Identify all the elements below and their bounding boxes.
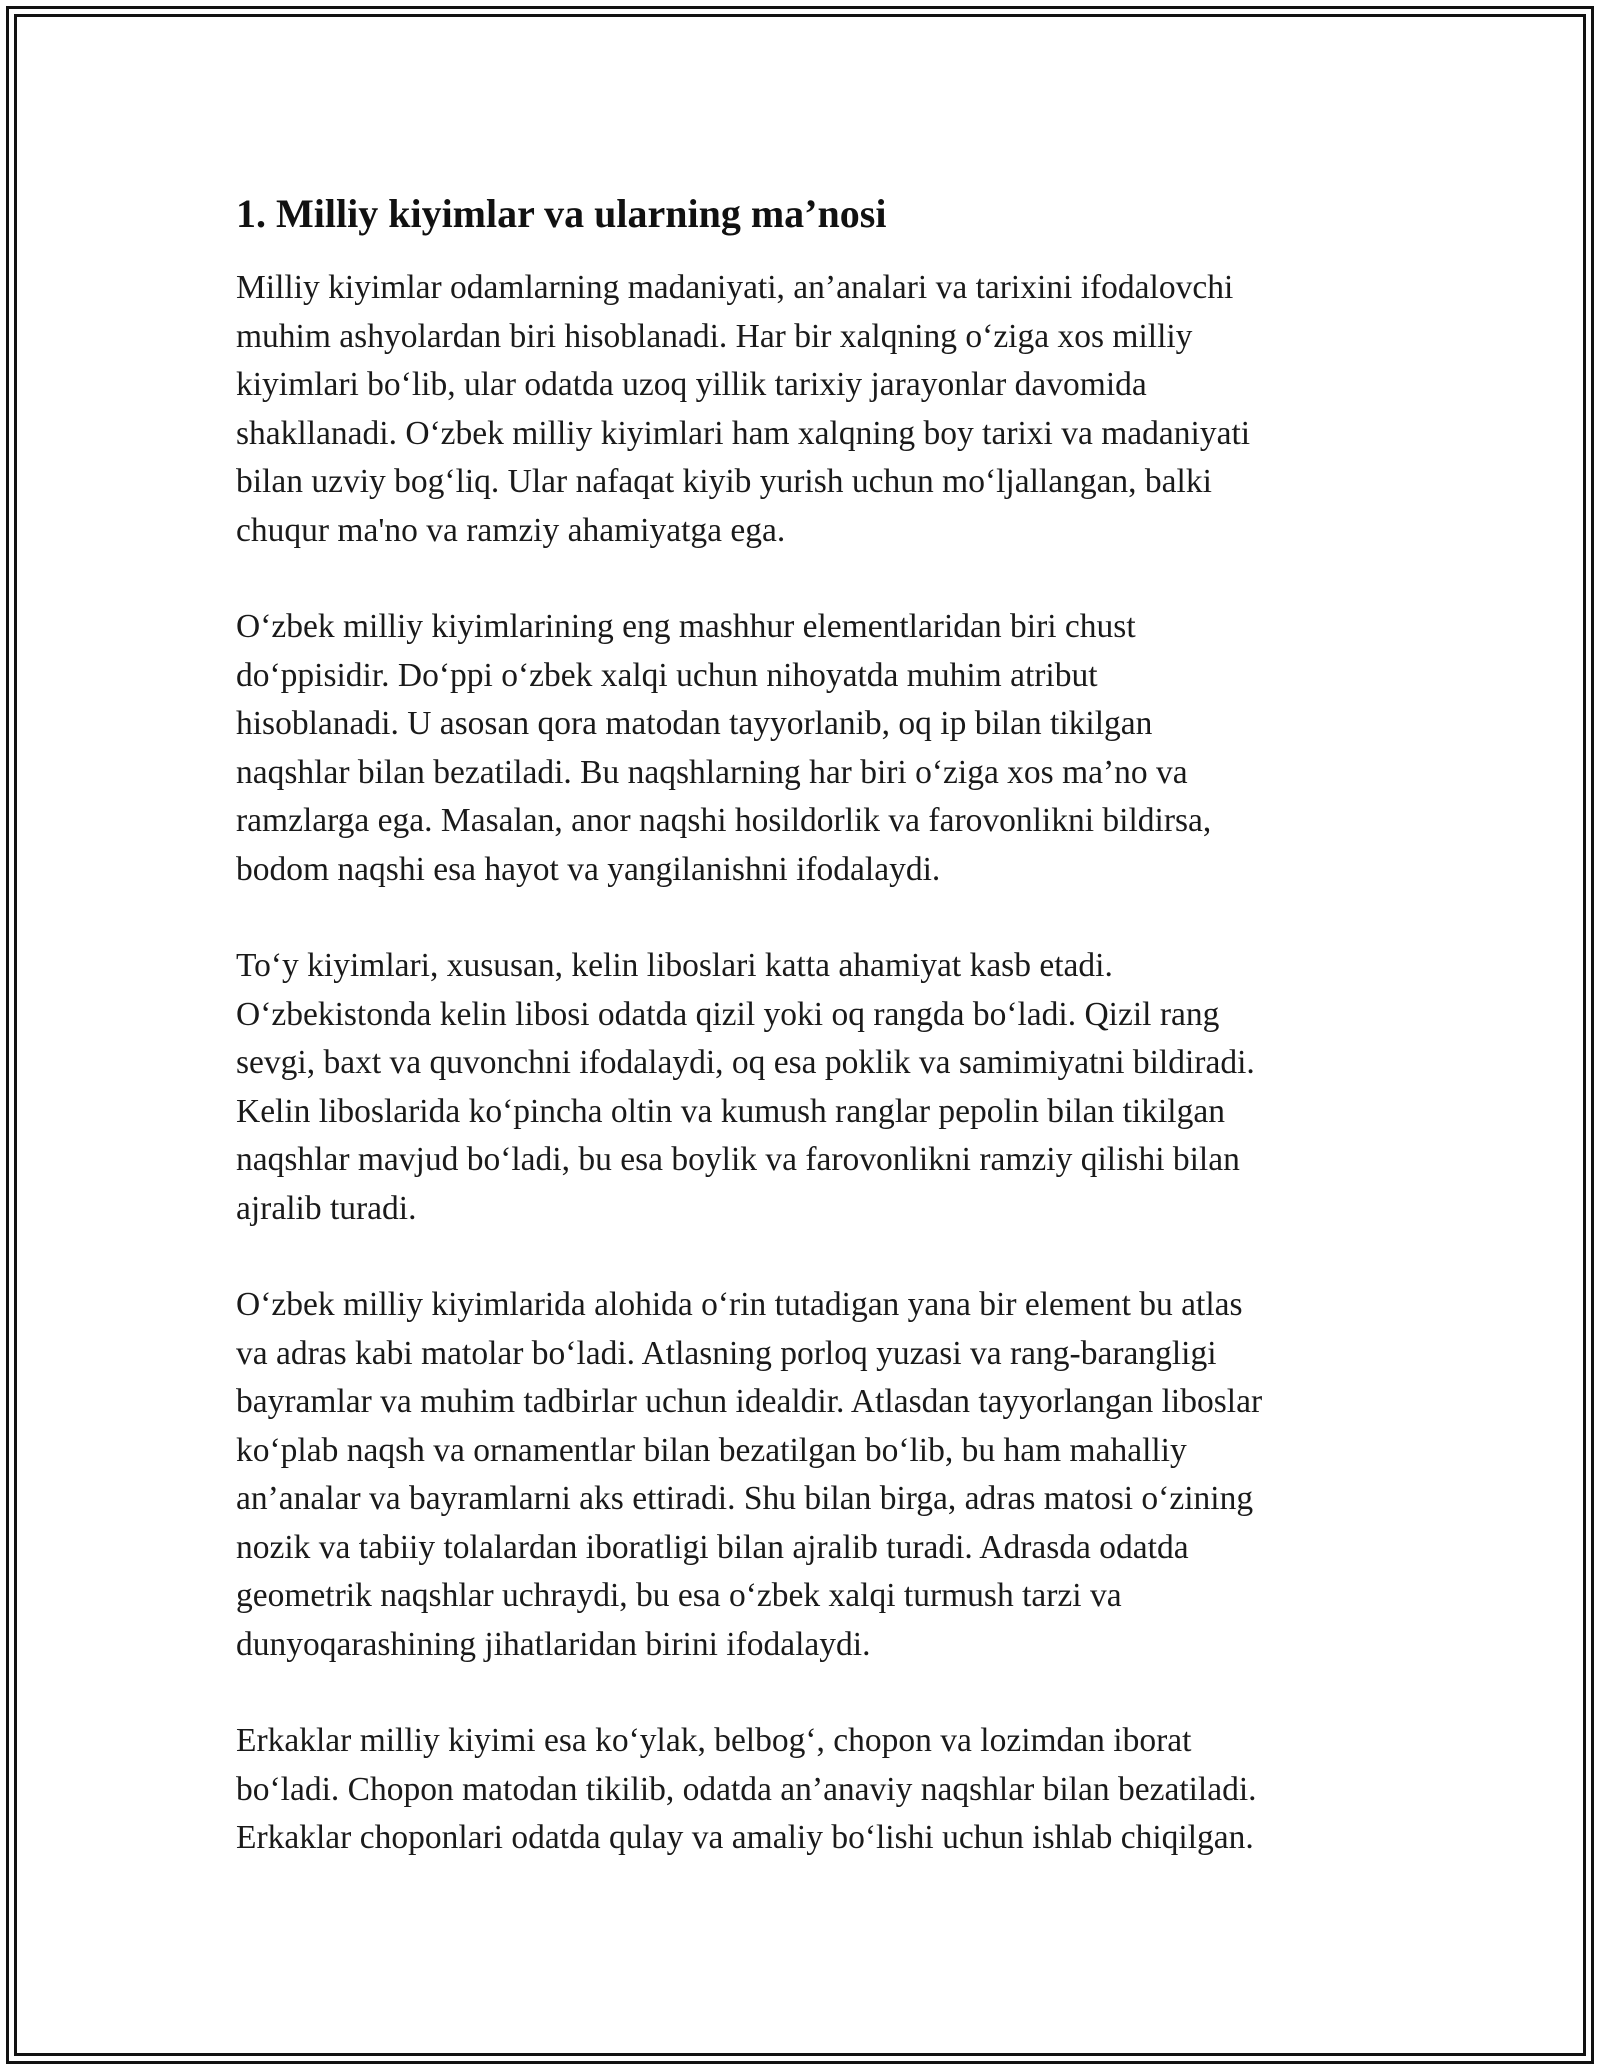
paragraph-4 — [236, 1281, 1376, 1669]
document-body — [236, 184, 1376, 1911]
text-line: Erkaklar choponlari odatda qulay va amaliy bo‘lishi uchun ishlab chiqilgan. — [236, 1819, 1254, 1856]
text-line: geometrik naqshlar uchraydi, bu esa o‘zbek xalqi turmush tarzi va — [236, 1577, 1122, 1614]
text-line: naqshlar mavjud bo‘ladi, bu esa boylik va farovonlikni ramziy qilishi bilan — [236, 1141, 1240, 1178]
text-line: dunyoqarashining jihatlaridan birini ifodalaydi. — [236, 1625, 871, 1663]
text-line: naqshlar bilan bezatiladi. Bu naqshlarning har biri o‘ziga xos ma’no va — [236, 753, 1188, 791]
paragraph-5 — [236, 1717, 1376, 1863]
text-line: ajralib turadi. — [236, 1189, 417, 1227]
text-line: Milliy kiyimlar odamlarning madaniyati, an’analari va tarixini ifodalovchi — [236, 269, 1234, 306]
text-line: do‘ppisidir. Do‘ppi o‘zbek xalqi uchun nihoyatda muhim atribut — [236, 656, 1098, 694]
text-line: O‘zbek milliy kiyimlarining eng mashhur elementlaridan biri chust — [236, 608, 1136, 645]
text-line: kiyimlari bo‘lib, ular odatda uzoq yillik tarixiy jarayonlar davomida — [236, 366, 1147, 403]
text-line: hisoblanadi. U asosan qora matodan tayyorlanib, oq ip bilan tikilgan — [236, 705, 1153, 742]
text-line: Erkaklar milliy kiyimi esa ko‘ylak, belbog‘, chopon va lozimdan iborat — [236, 1722, 1192, 1759]
text-line: ko‘plab naqsh va ornamentlar bilan bezatilgan bo‘lib, bu ham mahalliy — [236, 1431, 1187, 1469]
text-line: Kelin liboslarida ko‘pincha oltin va kumush ranglar pepolin bilan tikilgan — [236, 1092, 1225, 1130]
text-line: bayramlar va muhim tadbirlar uchun idealdir. Atlasdan tayyorlangan liboslar — [236, 1383, 1263, 1420]
text-line: muhim ashyolardan biri hisoblanadi. Har bir xalqning o‘ziga xos milliy — [236, 317, 1193, 355]
text-line: O‘zbek milliy kiyimlarida alohida o‘rin tutadigan yana bir element bu atlas — [236, 1286, 1243, 1323]
text-line: O‘zbekistonda kelin libosi odatda qizil yoki oq rangda bo‘ladi. Qizil rang — [236, 995, 1220, 1033]
text-line: bodom naqshi esa hayot va yangilanishni ifodalaydi. — [236, 850, 941, 888]
paragraph-2 — [236, 603, 1376, 894]
text-line: va adras kabi matolar bo‘ladi. Atlasning porloq yuzasi va rang-barangligi — [236, 1334, 1217, 1372]
text-line: To‘y kiyimlari, xususan, kelin liboslari katta ahamiyat kasb etadi. — [236, 947, 1113, 984]
text-line: nozik va tabiiy tolalardan iboratligi bilan ajralib turadi. Adrasda odatda — [236, 1528, 1189, 1566]
paragraph-1 — [236, 264, 1376, 555]
text-line: sevgi, baxt va quvonchni ifodalaydi, oq esa poklik va samimiyatni bildiradi. — [236, 1044, 1255, 1081]
text-line: chuqur ma'no va ramziy ahamiyatga ega. — [236, 511, 786, 549]
section-heading: 1. Milliy kiyimlar va ularning ma’nosi — [236, 191, 887, 236]
paragraph-3 — [236, 942, 1376, 1233]
text-line: bilan uzviy bog‘liq. Ular nafaqat kiyib yurish uchun mo‘ljallangan, balki — [236, 463, 1212, 500]
text-line: bo‘ladi. Chopon matodan tikilib, odatda an’anaviy naqshlar bilan bezatiladi. — [236, 1770, 1257, 1808]
text-line: ramzlarga ega. Masalan, anor naqshi hosildorlik va farovonlikni bildirsa, — [236, 802, 1212, 839]
text-line: an’analar va bayramlarni aks ettiradi. Shu bilan birga, adras matosi o‘zining — [236, 1480, 1254, 1517]
text-line: shakllanadi. O‘zbek milliy kiyimlari ham xalqning boy tarixi va madaniyati — [236, 414, 1251, 452]
